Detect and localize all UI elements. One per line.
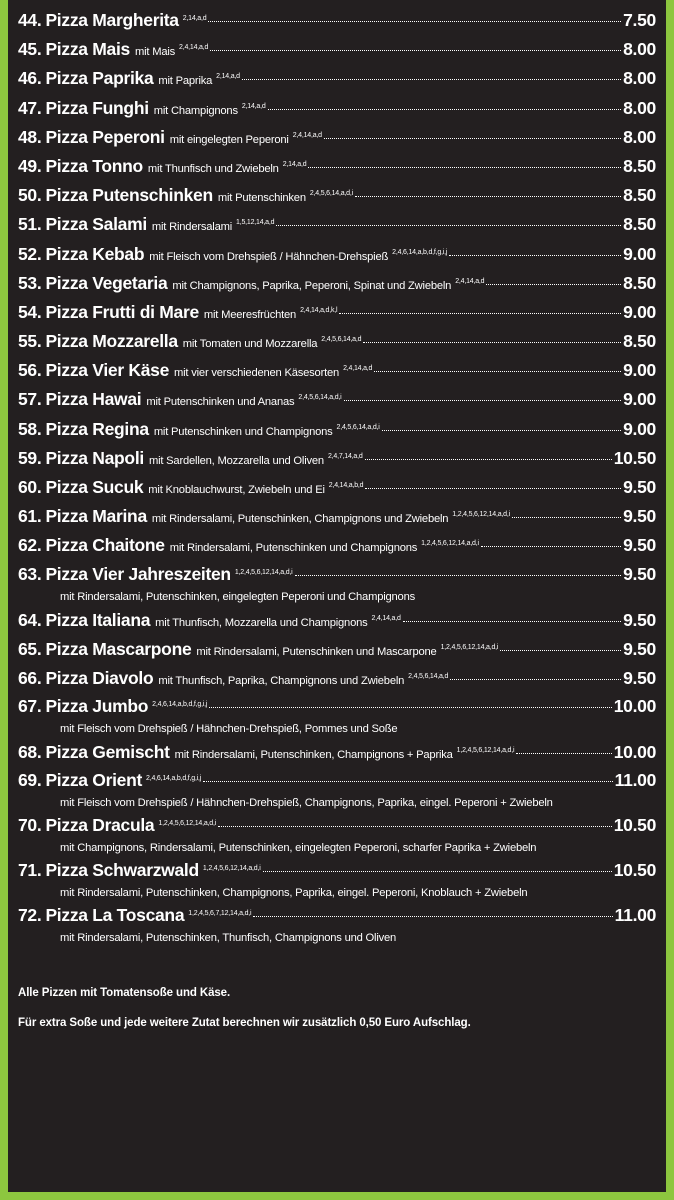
item-description: mit Thunfisch, Mozzarella und Champignons: [155, 616, 368, 629]
item-price: 8.00: [623, 39, 656, 60]
item-number: 59.: [18, 447, 42, 468]
item-price: 10.50: [613, 815, 656, 836]
item-number: 45.: [18, 39, 42, 60]
dotted-leader: [344, 400, 622, 401]
item-price: 8.50: [623, 331, 656, 352]
item-number: 51.: [18, 214, 42, 235]
item-price: 10.50: [613, 447, 656, 468]
item-allergens: 2,4,7,14,a,d: [327, 452, 363, 460]
item-description: mit Rindersalami, Putenschinken, Champignons und Zwiebeln: [151, 513, 449, 526]
menu-item: [18, 767, 656, 812]
dotted-leader: [209, 707, 611, 708]
dotted-leader: [374, 371, 621, 372]
menu-item-line: [18, 210, 656, 239]
menu-item-line: [18, 6, 656, 35]
menu-item: [18, 385, 656, 414]
menu-item-line: [18, 94, 656, 123]
item-allergens: 2,14,a,d: [282, 160, 307, 168]
item-description: mit Paprika: [158, 75, 213, 88]
menu-item: [18, 502, 656, 531]
item-name: Pizza Vegetaria: [45, 272, 168, 293]
item-price: 9.50: [623, 667, 656, 688]
item-description: mit Putenschinken und Ananas: [146, 396, 295, 409]
menu-footer: [18, 987, 656, 1029]
menu-item: [18, 738, 656, 767]
item-allergens: 1,2,4,5,6,12,14,a,d,i: [234, 568, 293, 576]
item-name: Pizza Kebab: [45, 243, 145, 264]
menu-item-line: [18, 767, 656, 793]
item-allergens: 2,4,5,6,14,a,d: [321, 336, 362, 344]
item-name: Pizza Margherita: [45, 10, 179, 30]
item-number: 62.: [18, 535, 42, 556]
item-allergens: 2,4,14,a,d,k,l: [300, 306, 338, 314]
menu-item: [18, 444, 656, 473]
item-number: 56.: [18, 360, 42, 381]
item-allergens: 2,4,5,6,14,a,d,i: [309, 190, 353, 198]
menu-item-line: [18, 444, 656, 473]
menu-item-line: [18, 531, 656, 560]
item-allergens: 1,2,4,5,6,12,14,a,d,i: [202, 865, 261, 873]
item-allergens: 2,4,6,14,a,b,d,f,g,i,j: [152, 701, 208, 709]
item-ingredients: mit Fleisch vom Drehspieß / Hähnchen-Drehspieß, Champignons, Paprika, eingel. Peperoni + Zwiebeln: [60, 797, 553, 810]
menu-item: [18, 812, 656, 857]
dotted-leader: [365, 488, 621, 489]
item-name: Pizza Hawai: [45, 389, 142, 410]
dotted-leader: [218, 826, 612, 827]
item-allergens: 2,4,14,a,d: [292, 131, 322, 139]
item-price: 9.00: [623, 418, 656, 439]
dotted-leader: [263, 871, 612, 872]
item-name: Pizza Schwarzwald: [45, 860, 199, 881]
item-price: 10.00: [613, 742, 656, 763]
item-number: 50.: [18, 185, 42, 206]
item-description: mit Meeresfrüchten: [203, 308, 297, 321]
item-name: Pizza Paprika: [45, 68, 154, 89]
item-number: 58.: [18, 418, 42, 439]
menu-item: [18, 64, 656, 93]
item-allergens: 2,4,5,6,14,a,d,i: [298, 394, 342, 402]
item-ingredients: mit Rindersalami, Putenschinken, Champignons, Paprika, eingel. Peperoni, Knoblauch + Zwiebeln: [60, 887, 528, 900]
item-description: mit Sardellen, Mozzarella und Oliven: [148, 454, 324, 467]
menu-item-line: [18, 502, 656, 531]
item-name: Pizza Chaitone: [45, 535, 165, 556]
dotted-leader: [481, 546, 621, 547]
item-allergens: 2,4,5,6,14,a,d: [408, 672, 449, 680]
item-allergens: 2,14,a,d: [241, 102, 266, 110]
menu-item-line: [18, 473, 656, 502]
item-name: Pizza Frutti di Mare: [45, 301, 199, 322]
menu-item: [18, 902, 656, 947]
item-allergens: 1,2,4,5,6,12,14,a,d,i: [421, 540, 479, 548]
item-ingredients: mit Rindersalami, Putenschinken, Thunfisch, Champignons und Oliven: [60, 932, 397, 945]
dotted-leader: [210, 50, 621, 51]
item-ingredients: mit Champignons, Rindersalami, Putenschinken, eingelegten Peperoni, scharfer Paprika + Zwiebeln: [60, 842, 537, 855]
menu-item-line: [18, 857, 656, 883]
item-number: 72.: [18, 905, 42, 926]
item-price: 9.50: [623, 609, 656, 630]
item-allergens: 1,2,4,5,6,12,14,a,d,i: [440, 643, 499, 651]
item-number: 67.: [18, 696, 42, 717]
item-number: 61.: [18, 506, 42, 527]
item-name: Pizza Mascarpone: [45, 638, 192, 659]
item-allergens: 1,2,4,5,6,7,12,14,a,d,i: [188, 910, 252, 918]
item-allergens: 1,2,4,5,6,12,14,a,d,i: [456, 747, 515, 755]
dotted-leader: [449, 255, 621, 256]
item-allergens: 1,2,4,5,6,12,14,a,d,i: [158, 820, 217, 828]
item-name: Pizza La Toscana: [45, 905, 185, 926]
item-description: mit Champignons: [153, 104, 238, 117]
item-number: 48.: [18, 126, 42, 147]
item-description: mit Rindersalami: [151, 221, 232, 234]
item-ingredients: mit Fleisch vom Drehspieß / Hähnchen-Drehspieß, Pommes und Soße: [60, 723, 398, 736]
menu-item: [18, 693, 656, 738]
dotted-leader: [276, 225, 621, 226]
menu-item: [18, 123, 656, 152]
menu-item-line: [18, 152, 656, 181]
item-description: mit Fleisch vom Drehspieß / Hähnchen-Drehspieß: [149, 250, 389, 263]
menu-item-line: [18, 298, 656, 327]
menu-item: [18, 240, 656, 269]
item-number: 54.: [18, 301, 42, 322]
item-price: 7.50: [623, 10, 656, 30]
item-name: Pizza Italiana: [45, 609, 151, 630]
item-allergens: 2,4,6,14,a,b,d,f,g,i,j: [146, 775, 202, 783]
item-number: 66.: [18, 667, 42, 688]
item-price: 8.50: [623, 214, 656, 235]
menu-item: [18, 35, 656, 64]
item-price: 11.00: [614, 770, 656, 791]
menu-item-line: [18, 693, 656, 719]
dotted-leader: [382, 430, 621, 431]
item-price: 9.00: [623, 360, 656, 381]
item-description: mit Rindersalami, Putenschinken, Champignons + Paprika: [174, 749, 453, 762]
dotted-leader: [363, 342, 621, 343]
dotted-leader: [203, 781, 613, 782]
menu-item-line: [18, 240, 656, 269]
item-name: Pizza Jumbo: [45, 696, 149, 717]
menu-item-line: [18, 415, 656, 444]
item-price: 8.00: [623, 97, 656, 118]
item-description: mit Mais: [134, 46, 176, 59]
item-number: 70.: [18, 815, 42, 836]
dotted-leader: [208, 21, 621, 22]
item-description: mit Champignons, Paprika, Peperoni, Spinat und Zwiebeln: [172, 279, 452, 292]
dotted-leader: [339, 313, 621, 314]
menu-item: [18, 473, 656, 502]
item-name: Pizza Vier Jahreszeiten: [45, 563, 231, 584]
dotted-leader: [500, 650, 621, 651]
menu-item-line: [18, 606, 656, 635]
item-price: 8.50: [623, 155, 656, 176]
menu-item-line: [18, 902, 656, 928]
item-description: mit Putenschinken und Champignons: [153, 425, 333, 438]
item-number: 64.: [18, 609, 42, 630]
menu-item-line: [18, 738, 656, 767]
item-description: mit Thunfisch, Paprika, Champignons und Zwiebeln: [158, 674, 405, 687]
dotted-leader: [324, 138, 621, 139]
dotted-leader: [242, 79, 621, 80]
item-name: Pizza Peperoni: [45, 126, 165, 147]
footer-note-sauce-cheese: Alle Pizzen mit Tomatensoße und Käse.: [18, 987, 231, 1000]
menu-item: [18, 531, 656, 560]
menu-item: [18, 181, 656, 210]
menu-item: [18, 269, 656, 298]
menu-item-line: [18, 385, 656, 414]
item-price: 11.00: [614, 905, 656, 926]
item-number: 55.: [18, 331, 42, 352]
menu-item-line: [18, 269, 656, 298]
item-number: 68.: [18, 742, 42, 763]
menu-item: [18, 561, 656, 606]
menu-item-line: [18, 123, 656, 152]
dotted-leader: [365, 459, 612, 460]
item-price: 9.00: [623, 389, 656, 410]
item-price: 8.50: [623, 185, 656, 206]
item-description: mit vier verschiedenen Käsesorten: [174, 367, 340, 380]
menu-item: [18, 635, 656, 664]
item-description: mit eingelegten Peperoni: [169, 133, 289, 146]
dotted-leader: [450, 679, 621, 680]
item-name: Pizza Tonno: [45, 155, 143, 176]
item-number: 44.: [18, 10, 42, 30]
dotted-leader: [308, 167, 621, 168]
item-name: Pizza Regina: [45, 418, 149, 439]
menu-item-line: [18, 327, 656, 356]
item-name: Pizza Sucuk: [45, 477, 144, 497]
item-description: mit Thunfisch und Zwiebeln: [147, 162, 279, 175]
item-number: 71.: [18, 860, 42, 881]
dotted-leader: [512, 517, 621, 518]
item-number: 69.: [18, 770, 42, 791]
item-ingredients: mit Rindersalami, Putenschinken, eingelegten Peperoni und Champignons: [60, 590, 415, 603]
menu-item: [18, 415, 656, 444]
item-allergens: 2,4,14,a,d: [371, 614, 401, 622]
item-number: 57.: [18, 389, 42, 410]
item-allergens: 2,4,14,a,d: [455, 277, 485, 285]
item-allergens: 1,5,12,14,a,d: [236, 219, 275, 227]
item-price: 10.00: [613, 696, 656, 717]
item-allergens: 2,4,5,6,14,a,d,i: [336, 423, 380, 431]
item-allergens: 2,14,a,d: [182, 15, 207, 22]
item-name: Pizza Orient: [45, 770, 143, 791]
item-number: 47.: [18, 97, 42, 118]
item-number: 52.: [18, 243, 42, 264]
menu-item: [18, 327, 656, 356]
item-name: Pizza Mais: [45, 39, 130, 60]
item-number: 65.: [18, 638, 42, 659]
item-name: Pizza Vier Käse: [45, 360, 170, 381]
item-allergens: 2,4,14,a,d: [179, 44, 209, 52]
menu-item: [18, 94, 656, 123]
item-description: mit Knoblauchwurst, Zwiebeln und Ei: [148, 484, 325, 496]
item-name: Pizza Marina: [45, 506, 147, 527]
item-number: 63.: [18, 563, 42, 584]
menu-item: [18, 664, 656, 693]
item-allergens: 2,14,a,d: [216, 73, 240, 81]
dotted-leader: [268, 109, 622, 110]
item-price: 9.50: [623, 563, 656, 584]
menu-item-line: [18, 181, 656, 210]
menu-item-line: [18, 35, 656, 64]
dotted-leader: [253, 916, 612, 917]
item-description: mit Rindersalami, Putenschinken und Champignons: [169, 542, 418, 555]
pizza-menu-list: [18, 6, 656, 947]
item-number: 49.: [18, 155, 42, 176]
menu-panel: [8, 0, 666, 1192]
item-price: 9.50: [623, 477, 656, 497]
item-description: mit Rindersalami, Putenschinken und Mascarpone: [196, 645, 437, 658]
menu-item: [18, 210, 656, 239]
item-allergens: 2,4,14,a,b,d: [328, 482, 364, 489]
item-name: Pizza Salami: [45, 214, 147, 235]
item-price: 9.50: [623, 638, 656, 659]
menu-item: [18, 6, 656, 35]
item-allergens: 1,2,4,5,6,12,14,a,d,i: [452, 511, 510, 519]
item-price: 9.00: [623, 243, 656, 264]
menu-item-line: [18, 664, 656, 693]
item-name: Pizza Funghi: [45, 97, 149, 118]
item-number: 46.: [18, 68, 42, 89]
menu-item: [18, 152, 656, 181]
item-name: Pizza Diavolo: [45, 667, 154, 688]
menu-item-line: [18, 561, 656, 587]
dotted-leader: [295, 575, 622, 576]
dotted-leader: [403, 621, 621, 622]
menu-item: [18, 857, 656, 902]
dotted-leader: [355, 196, 621, 197]
item-name: Pizza Mozzarella: [45, 331, 178, 352]
item-price: 10.50: [613, 860, 656, 881]
item-name: Pizza Napoli: [45, 447, 144, 468]
menu-item-line: [18, 356, 656, 385]
item-name: Pizza Dracula: [45, 815, 155, 836]
item-number: 53.: [18, 272, 42, 293]
item-price: 8.00: [623, 68, 656, 89]
item-description: mit Putenschinken: [217, 192, 306, 205]
menu-item-line: [18, 635, 656, 664]
menu-item-line: [18, 812, 656, 838]
menu-item: [18, 356, 656, 385]
item-price: 8.50: [623, 272, 656, 293]
item-number: 60.: [18, 477, 42, 497]
menu-item-line: [18, 64, 656, 93]
dotted-leader: [516, 753, 611, 754]
item-allergens: 2,4,14,a,d: [343, 365, 373, 373]
item-price: 9.50: [623, 506, 656, 527]
item-name: Pizza Gemischt: [45, 742, 170, 763]
item-price: 9.00: [623, 301, 656, 322]
item-price: 9.50: [623, 535, 656, 556]
menu-item: [18, 606, 656, 635]
dotted-leader: [486, 284, 621, 285]
item-allergens: 2,4,6,14,a,b,d,f,g,i,j: [392, 248, 448, 256]
item-name: Pizza Putenschinken: [45, 185, 213, 206]
item-description: mit Tomaten und Mozzarella: [182, 338, 318, 351]
menu-item: [18, 298, 656, 327]
item-price: 8.00: [623, 126, 656, 147]
footer-note-extra-topping: Für extra Soße und jede weitere Zutat berechnen wir zusätzlich 0,50 Euro Aufschlag.: [18, 1017, 471, 1030]
